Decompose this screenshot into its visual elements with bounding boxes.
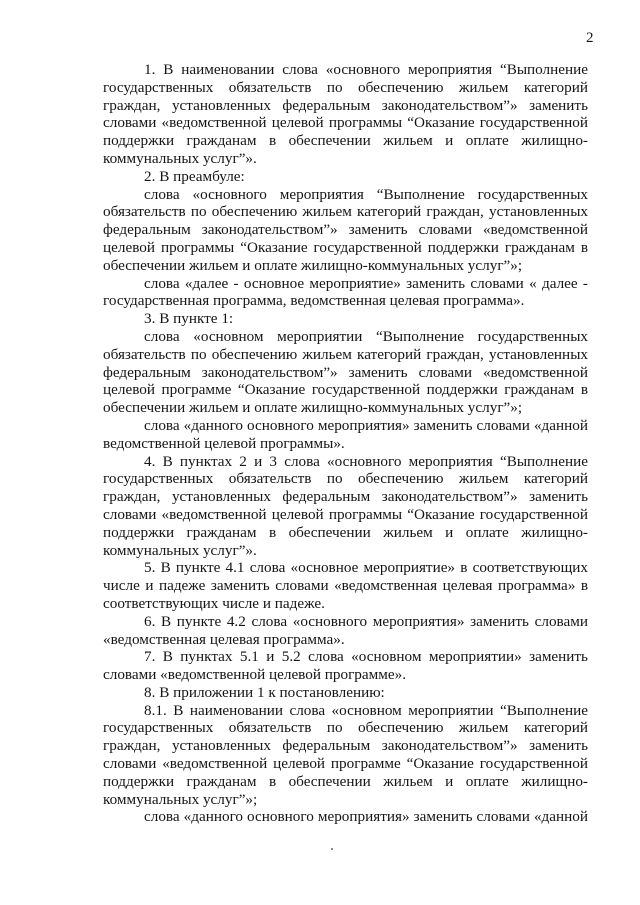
text-line: 8. В приложении 1 к постановлению:	[144, 683, 385, 701]
text-line: 3. В пункте 1:	[144, 310, 234, 328]
text-line: обязательств по обеспечению жильем категорий граждан, установленных	[103, 203, 588, 221]
text-line: словами «ведомственной целевой программе “Оказание государственной	[103, 755, 588, 773]
text-line: слова «основном мероприятии “Выполнение государственных	[144, 327, 588, 345]
text-line: ведомственной целевой программы».	[103, 434, 345, 452]
text-line: обязательств по обеспечению жильем категорий граждан, установленных	[103, 345, 588, 363]
text-line: федеральным законодательством”» заменить словами «ведомственной	[103, 221, 588, 239]
text-line: словами «ведомственной целевой программы “Оказание государственной	[103, 505, 588, 523]
text-line: коммунальных услуг”».	[103, 541, 257, 559]
text-line: слова «основного мероприятия “Выполнение государственных	[144, 185, 588, 203]
text-line: словами «ведомственной целевой программе».	[103, 666, 407, 684]
text-line: слова «данного основного мероприятия» заменить словами «данной	[144, 808, 588, 826]
text-line: федеральным законодательством”» заменить словами «ведомственной	[103, 363, 588, 381]
text-line: граждан, установленных федеральным законодательством”» заменить	[103, 96, 588, 114]
text-line: поддержки гражданам в обеспечении жильем и оплате жилищно-	[103, 523, 588, 541]
document-body	[103, 61, 588, 826]
text-line: 1. В наименовании слова «основного мероприятия “Выполнение	[144, 61, 588, 78]
text-line: 8.1. В наименовании слова «основном мероприятии “Выполнение	[144, 701, 588, 719]
text-line: государственных обязательств по обеспечению жильем категорий	[103, 78, 588, 96]
text-line: слова «далее - основное мероприятие» заменить словами « далее -	[144, 274, 588, 292]
text-line: государственных обязательств по обеспечению жильем категорий	[103, 719, 588, 737]
page-number: 2	[586, 30, 594, 46]
text-line: обеспечении жильем и оплате жилищно-коммунальных услуг”»;	[103, 256, 523, 274]
text-line: 5. В пункте 4.1 слова «основное мероприятие» в соответствующих	[144, 559, 588, 577]
text-line: слова «данного основного мероприятия» заменить словами «данной	[144, 416, 588, 434]
text-line: словами «ведомственной целевой программы “Оказание государственной	[103, 114, 588, 132]
text-line: коммунальных услуг”».	[103, 149, 257, 167]
text-line: коммунальных услуг”»;	[103, 790, 258, 808]
text-line: поддержки гражданам в обеспечении жильем и оплате жилищно-	[103, 772, 588, 790]
text-line: граждан, установленных федеральным законодательством”» заменить	[103, 488, 588, 506]
text-line: 7. В пунктах 5.1 и 5.2 слова «основном мероприятии» заменить	[144, 648, 588, 666]
scan-speck	[331, 848, 333, 850]
text-line: целевой программы “Оказание государственной поддержки гражданам в	[103, 238, 588, 256]
text-line: обеспечении жильем и оплате жилищно-коммунальных услуг”»;	[103, 399, 523, 417]
text-line: «ведомственная целевая программа».	[103, 630, 345, 648]
text-line: 6. В пункте 4.2 слова «основного мероприятия» заменить словами	[144, 612, 588, 630]
text-line: 4. В пунктах 2 и 3 слова «основного мероприятия “Выполнение	[144, 452, 588, 470]
text-line: поддержки гражданам в обеспечении жильем и оплате жилищно-	[103, 132, 588, 150]
text-line: государственных обязательств по обеспечению жильем категорий	[103, 470, 588, 488]
text-line: целевой программе “Оказание государственной поддержки гражданам в	[103, 381, 588, 399]
text-line: 2. В преамбуле:	[144, 167, 245, 185]
text-line: граждан, установленных федеральным законодательством”» заменить	[103, 737, 588, 755]
text-line: государственная программа, ведомственная целевая программа».	[103, 292, 525, 310]
text-line: соответствующих числе и падеже.	[103, 594, 325, 612]
text-line: числе и падеже заменить словами «ведомственная целевая программа» в	[103, 577, 588, 595]
